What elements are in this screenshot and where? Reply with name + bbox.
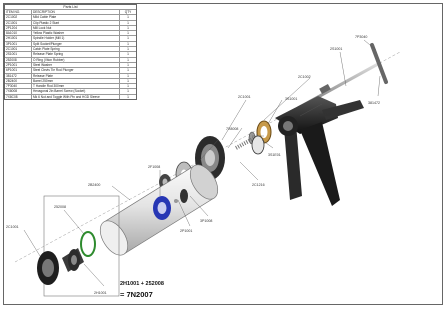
formula-line-1: 2H1001 + 252008 <box>120 281 164 287</box>
cell-description: Barrel 250mm <box>32 79 120 83</box>
cell-item-no: 2S1001 <box>5 52 32 56</box>
header-qty: QTY <box>124 10 132 14</box>
cell-item-no: 2C1002 <box>5 15 32 19</box>
cell-item-no: 8A1010 <box>5 31 32 35</box>
formula-line-2: = 7N2007 <box>120 290 153 299</box>
cell-qty: 1 <box>127 15 129 20</box>
callout-3p1008: 3P1008 <box>200 219 213 223</box>
cell-item-no: 7P3040 <box>5 84 32 88</box>
cell-description: Mild Cable Plate <box>32 15 120 19</box>
cell-item-no: 2C1001 <box>5 47 32 51</box>
cell-qty: 1 <box>127 31 129 36</box>
callout-7x8c08: 7X8C08 <box>318 113 331 117</box>
callout-3s1001: 3S1001 <box>285 97 298 101</box>
callout-7p3040: 7P3040 <box>355 35 368 39</box>
cell-qty: 1 <box>127 47 129 52</box>
cell-item-no: 381472 <box>5 74 32 78</box>
cell-description: Yellow Plastic Washer <box>32 31 120 35</box>
callout-2c1216: 2C1216 <box>252 183 265 187</box>
cell-description: Release Plate <box>32 74 120 78</box>
cell-qty: 1 <box>127 25 129 30</box>
callout-3s1e01: 3S1E01 <box>268 153 281 157</box>
header-item-no: ITEM NO. <box>5 10 32 14</box>
table-caption: Parts List <box>63 5 78 9</box>
cell-item-no: 2P1204 <box>5 26 32 30</box>
cell-description: Steel Clevis Tie Rod Plunger <box>32 68 120 72</box>
cell-qty: 1 <box>127 89 129 94</box>
cell-description: Spindle Holder (Mill 1) <box>32 36 120 40</box>
cell-qty: 1 <box>127 41 129 46</box>
callout-252008: 252008 <box>54 205 66 209</box>
cell-item-no: 2B2400 <box>5 79 32 83</box>
cell-description: Mill Lock Nut <box>32 26 120 30</box>
callout-2b2400: 2B2400 <box>88 183 101 187</box>
cell-qty: 1 <box>127 52 129 57</box>
cell-qty: 1 <box>127 20 129 25</box>
callout-381472: 381472 <box>368 101 380 105</box>
cell-qty: 1 <box>127 68 129 73</box>
callout-2f1008: 2F1008 <box>148 165 161 169</box>
callout-2s1001: 2S1001 <box>330 47 343 51</box>
green-o-ring <box>81 232 95 256</box>
cell-description: Clip Plastic 2 Start <box>32 21 120 25</box>
cell-item-no: 2P1001 <box>5 63 32 67</box>
cell-item-no: 252008 <box>5 58 32 62</box>
nozzle-holder <box>62 248 84 272</box>
cell-item-no: 6P1001 <box>5 68 32 72</box>
cell-qty: 1 <box>127 84 129 89</box>
cell-item-no: 2C1001 <box>5 21 32 25</box>
washer-spring-stack <box>236 121 271 154</box>
callout-2h1001: 2H1001 <box>94 291 107 295</box>
callout-7x8008: 7X8008 <box>226 127 239 131</box>
cell-qty: 1 <box>127 36 129 41</box>
cell-qty: 1 <box>127 73 129 78</box>
callout-2c1001-cap: 2C1001 <box>238 95 251 99</box>
cell-description: Release Plate Spring <box>32 52 120 56</box>
cell-description: O Ring (Viton Rubber) <box>32 58 120 62</box>
cell-description: Steel Washer <box>32 63 120 67</box>
cell-description: Catch Plate Spring <box>32 47 120 51</box>
end-cap-nut <box>37 251 59 285</box>
blue-clip <box>153 196 171 220</box>
cell-qty: 1 <box>127 62 129 67</box>
callout-2p1001: 2P1001 <box>180 229 193 233</box>
cell-item-no: 2H1001 <box>5 36 32 40</box>
cell-description: Split Socket/Plunger <box>32 42 120 46</box>
cell-description: Mk 6 Nut and Toggle With Pin and HGD Sleeve <box>32 95 120 99</box>
cell-item-no: 7X8008 <box>5 89 32 93</box>
cell-description: T Handle Rod 300mm <box>32 84 120 88</box>
cell-item-no: 7X8C08 <box>5 95 32 99</box>
callout-2c1002: 2C1002 <box>298 75 311 79</box>
cell-qty: 1 <box>127 78 129 83</box>
header-description: DESCRIPTION <box>32 10 120 14</box>
t-handle-rod <box>298 45 386 108</box>
cell-description: Hexagonal 2in Barrel Screw (Socket) <box>32 89 120 93</box>
cell-qty: 1 <box>127 57 129 62</box>
cell-qty: 1 <box>127 94 129 99</box>
callout-2c1001-end: 2C1001 <box>6 225 19 229</box>
cell-item-no: 3P1001 <box>5 42 32 46</box>
